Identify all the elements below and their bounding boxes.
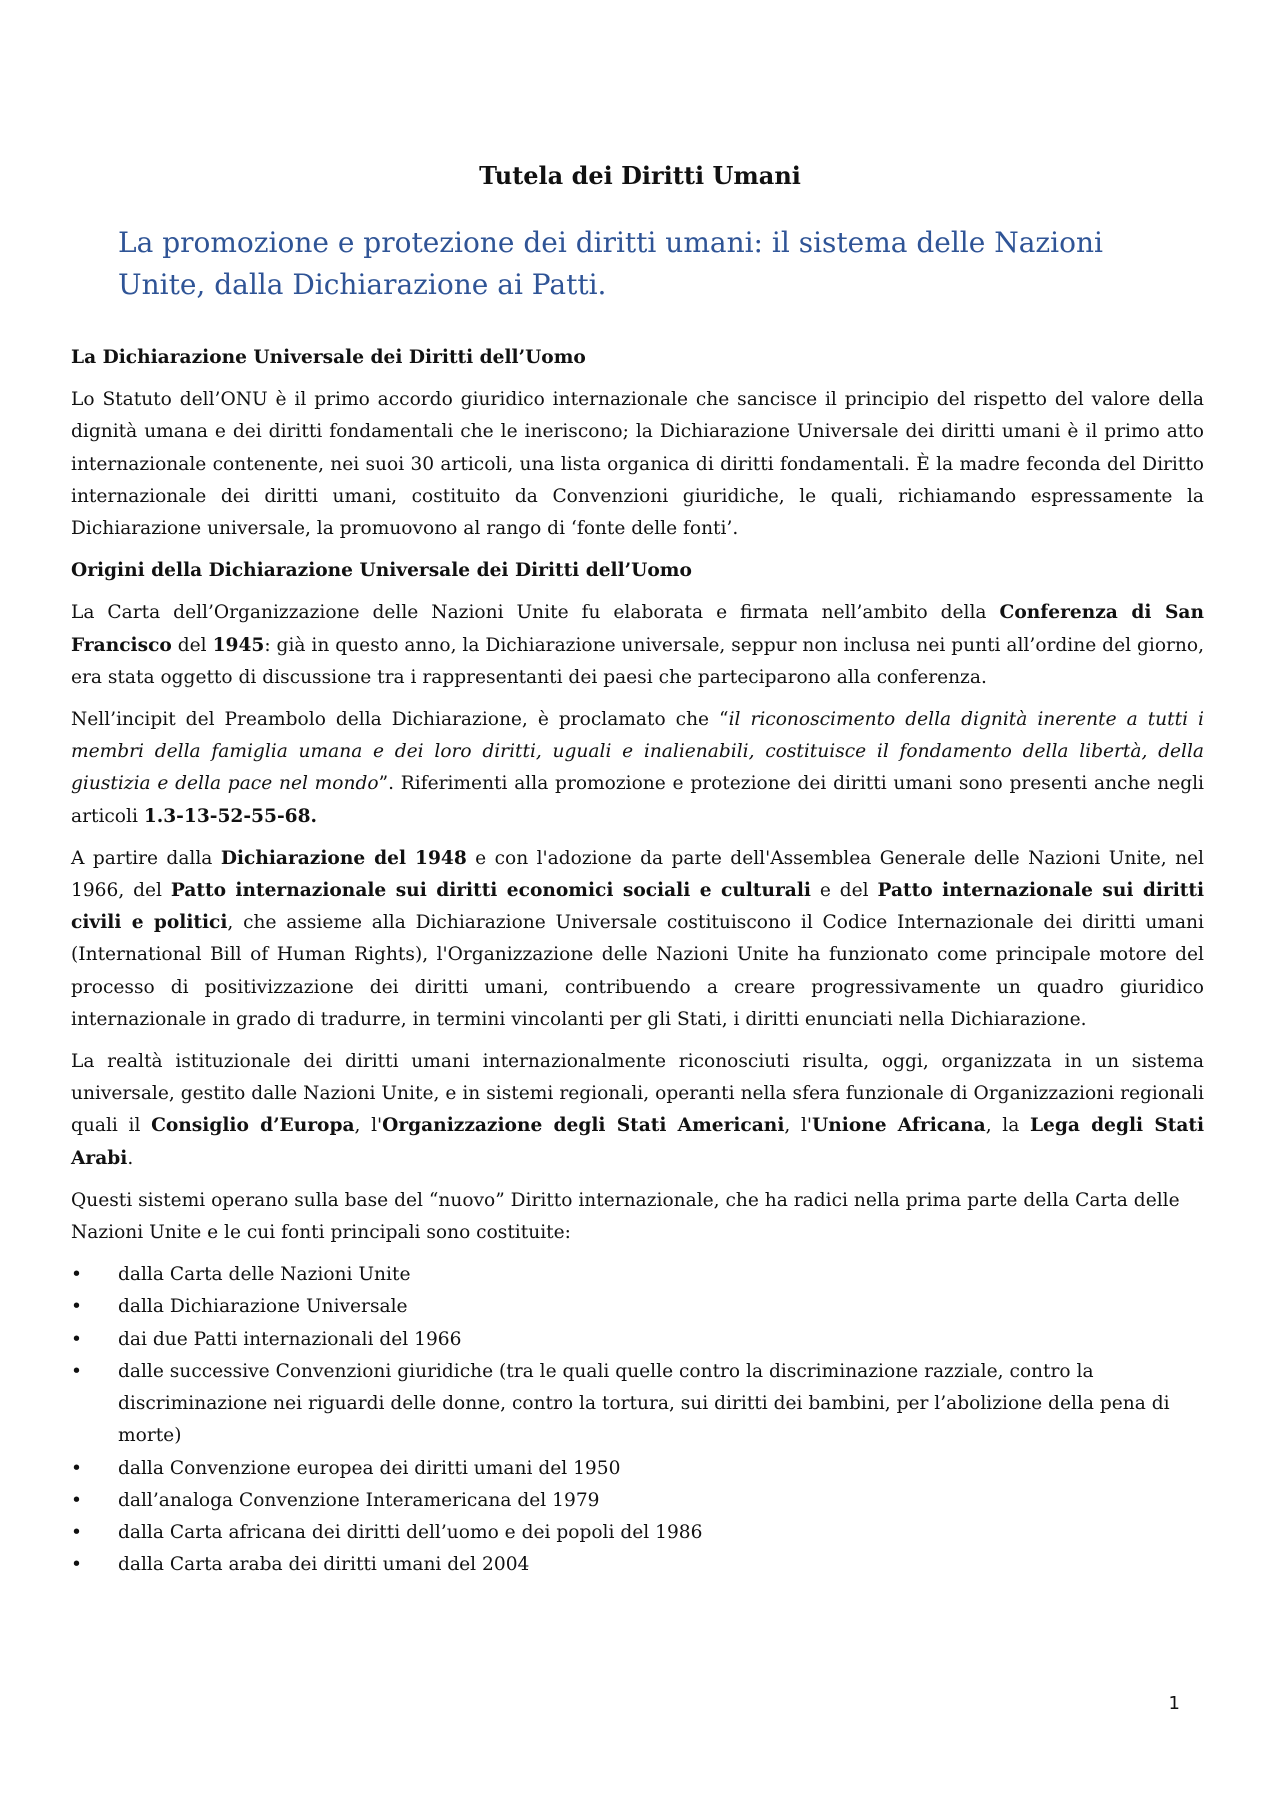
list-item <box>71 1453 1204 1485</box>
bold-run: Dichiarazione del 1948 <box>220 847 467 869</box>
paragraph-preamble <box>71 704 1204 833</box>
section-heading-origins: Origini della Dichiarazione Universale dei Diritti dell’Uomo <box>71 560 692 582</box>
list-item-text: dalla Convenzione europea dei diritti umani del 1950 <box>118 1457 621 1479</box>
list-item-text: dall’analoga Convenzione Interamericana del 1979 <box>118 1489 600 1511</box>
paragraph-regional-systems <box>71 1046 1204 1175</box>
list-item-text: dalla Carta africana dei diritti dell’uomo e dei popoli del 1986 <box>118 1521 703 1543</box>
bold-run: Patto internazionale sui diritti economici sociali e culturali <box>170 880 811 902</box>
paragraph-san-francisco <box>71 597 1204 694</box>
bold-run: Patto internazionale sui diritti civili e politici <box>71 880 1205 934</box>
text-run: e del <box>811 880 878 902</box>
document-subtitle: La promozione e protezione dei diritti umani: il sistema delle Nazioni Unite, dalla Dichiarazione ai Patti. <box>118 226 1103 301</box>
list-item <box>71 1291 1204 1323</box>
text-run: e con l'adozione da parte dell'Assemblea Generale delle Nazioni Unite, nel 1966, del <box>71 847 1204 902</box>
section-heading-declaration: La Dichiarazione Universale dei Diritti dell’Uomo <box>71 347 586 368</box>
bold-run: Organizzazione degli Stati Americani <box>382 1115 785 1137</box>
bold-run: 1.3-13-52-55-68. <box>143 805 318 827</box>
bold-run: Conferenza di San Francisco <box>71 602 1204 656</box>
bold-run: Consiglio d’Europa <box>151 1115 355 1137</box>
list-item-text: dai due Patti internazionali del 1966 <box>118 1328 462 1350</box>
text-run: , che assieme alla Dichiarazione Universale costituiscono il Codice Internazionale dei diritti umani (International Bill of Human Rights), l'Organizzazione delle Nazioni Unite ha funzionato come principale motore del processo di positivizzazione dei diritti umani, contribuendo a creare progressivamente un quadro giuridico internazionale in grado di tradurre, in termini vincolanti per gli Stati, i diritti enunciati nella Dichiarazione. <box>71 912 1204 1030</box>
bullet-icon: • <box>71 1554 82 1576</box>
bold-run: Lega degli Stati Arabi <box>71 1115 1205 1169</box>
list-item <box>71 1324 1204 1356</box>
text-run: : già in questo anno, la Dichiarazione universale, seppur non inclusa nei punti all’ordine del giorno, era stata oggetto di discussione tra i rappresentanti dei paesi che parteciparono alla conferenza. <box>71 634 1204 688</box>
text-run: La realtà istituzionale dei diritti umani internazionalmente riconosciuti risulta, oggi, organizzata in un sistema universale, gestito dalle Nazioni Unite, e in sistemi regionali, operanti nella sfera funzionale di Organizzazioni regionali quali il <box>71 1051 1204 1137</box>
italic-quote: il riconoscimento della dignità inerente a tutti i membri della famiglia umana e dei loro diritti, uguali e inalienabili, costituisce il fondamento della libertà, della giustizia e della pace nel mondo <box>71 709 1204 795</box>
paragraph-sources-intro: Questi sistemi operano sulla base del “nuovo” Diritto internazionale, che ha radici nella prima parte della Carta delle Nazioni Unite e le cui fonti principali sono costituite: <box>71 1189 1180 1244</box>
bullet-icon: • <box>71 1328 82 1350</box>
list-item <box>71 1259 1204 1291</box>
document-title: Tutela dei Diritti Umani <box>479 161 801 190</box>
list-item-text: dalle successive Convenzioni giuridiche (tra le quali quelle contro la discriminazione razziale, contro la discriminazione nei riguardi delle donne, contro la tortura, sui diritti dei bambini, per l’abolizione della pena di morte) <box>118 1360 1170 1447</box>
bullet-icon: • <box>71 1521 82 1543</box>
text-run: del <box>171 634 213 656</box>
paragraph-statute: Lo Statuto dell’ONU è il primo accordo giuridico internazionale che sancisce il principio del rispetto del valore della dignità umana e dei diritti fondamentali che le ineriscono; la Dichiarazione Universale dei diritti umani è il primo atto internazionale contenente, nei suoi 30 articoli, una lista organica di diritti fondamentali. È la madre feconda del Diritto internazionale dei diritti umani, costituito da Convenzioni giuridiche, le quali, richiamando espressamente la Dichiarazione universale, la promuovono al rango di ‘fonte delle fonti’. <box>71 389 1204 540</box>
text-run: Nell’incipit del Preambolo della Dichiarazione, è proclamato che “ <box>71 709 729 731</box>
bullet-icon: • <box>71 1360 82 1382</box>
text-run: ”. Riferimenti alla promozione e protezione dei diritti umani sono presenti anche negli articoli <box>71 773 1204 827</box>
list-item <box>71 1356 1204 1453</box>
text-run: La Carta dell’Organizzazione delle Nazioni Unite fu elaborata e firmata nell’ambito della <box>71 602 1000 624</box>
text-run: , l' <box>354 1115 383 1137</box>
list-item <box>71 1517 1204 1549</box>
page-number: 1 <box>1168 1693 1180 1714</box>
text-run: A partire dalla <box>71 847 221 869</box>
list-item-text: dalla Carta araba dei diritti umani del 2004 <box>118 1554 530 1576</box>
bullet-icon: • <box>71 1489 82 1511</box>
list-item <box>71 1549 1204 1581</box>
text-run: . <box>127 1147 134 1169</box>
text-run: , la <box>985 1115 1030 1137</box>
paragraph-covenants <box>71 843 1204 1036</box>
sources-list <box>71 1259 1204 1581</box>
list-item <box>71 1485 1204 1517</box>
list-item-text: dalla Carta delle Nazioni Unite <box>118 1264 411 1286</box>
bullet-icon: • <box>71 1296 82 1318</box>
document-body <box>71 342 1204 1581</box>
list-item-text: dalla Dichiarazione Universale <box>118 1296 408 1318</box>
bold-run: Unione Africana <box>812 1115 986 1137</box>
bold-run: 1945 <box>212 634 265 656</box>
bullet-icon: • <box>71 1457 82 1479</box>
bullet-icon: • <box>71 1264 82 1286</box>
text-run: , l' <box>784 1115 813 1137</box>
